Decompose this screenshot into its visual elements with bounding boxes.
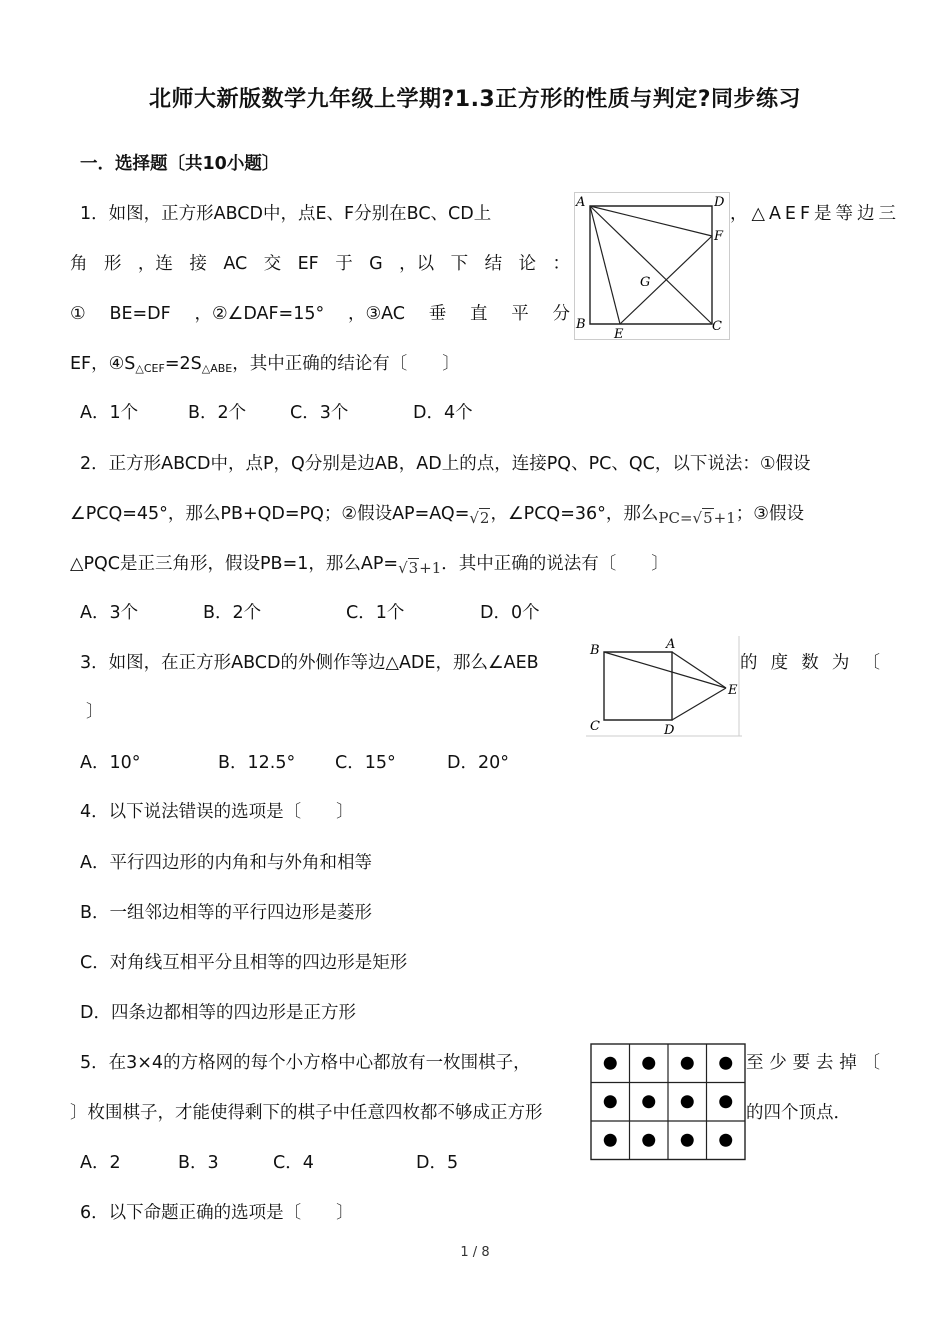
q3-figure <box>586 636 742 742</box>
q1l3-word: BE=DF <box>109 304 171 324</box>
q3-option-b: B．12.5° <box>218 753 296 773</box>
q5-grid-figure <box>590 1043 746 1165</box>
q6-line1: 6．以下命题正确的选项是〔 〕 <box>80 1203 354 1223</box>
q1-line4-c: ，其中正确的结论有〔 〕 <box>232 354 460 374</box>
q5tail-word: 掉 <box>839 1053 857 1073</box>
q1l2-word: 接 <box>189 254 207 274</box>
q1-line1: 1．如图，正方形ABCD中，点E、F分别在BC、CD上 <box>80 204 492 224</box>
q5-option-b: B．3 <box>178 1153 219 1173</box>
q3-line1-tail <box>740 651 880 675</box>
q1-line3 <box>70 302 570 326</box>
q1-label-g: G <box>640 275 651 290</box>
go-stone <box>642 1095 655 1108</box>
q1l2-word: ，以 <box>399 254 435 274</box>
q5tail-word: 去 <box>815 1053 834 1073</box>
q2-line3-a: △PQC是正三角形，假设PB=1，那么AP= <box>70 554 399 574</box>
q1l2-word: 论 <box>518 254 537 274</box>
q1l2-word: ，连 <box>137 254 173 274</box>
q5-line1-tail <box>746 1051 880 1075</box>
q1l3-word: 垂 <box>428 304 447 324</box>
q5-line2-b: 的四个顶点． <box>746 1103 851 1123</box>
q2-line3-b: ．其中正确的说法有〔 〕 <box>441 554 669 574</box>
q2-option-d: D．0个 <box>480 603 540 623</box>
q2-line1: 2．正方形ABCD中，点P，Q分别是边AB，AD上的点，连接PQ、PC、QC，以下说法：①假设 <box>80 454 811 474</box>
q5tail-word: 要 <box>792 1053 811 1073</box>
q1-label-e: E <box>614 327 624 340</box>
q3tail-word: 的 <box>740 653 758 673</box>
q1-line4 <box>70 352 460 381</box>
q1l2-word: G <box>369 254 383 274</box>
q4-choice-d: D．四条边都相等的四边形是正方形 <box>80 1003 356 1023</box>
q1l2-word: 角 <box>70 254 88 274</box>
q5tail-word: 〔 <box>862 1053 880 1073</box>
q1l2-word: ： <box>552 254 570 274</box>
q1l2-word: 交 <box>263 254 282 274</box>
section-heading: 一．选择题〔共10小题〕 <box>80 154 280 174</box>
q2-line2 <box>70 502 804 530</box>
q1-label-a: A <box>576 195 586 210</box>
q5-option-c: C．4 <box>273 1153 314 1173</box>
q3-label-c: C <box>590 719 600 734</box>
q3tail-word: 度 <box>770 653 789 673</box>
q1l3-word: 分 <box>552 304 570 324</box>
q2-option-c: C．1个 <box>346 603 405 623</box>
q3tail-word: 〔 <box>862 653 880 673</box>
page-number: 1 / 8 <box>460 1245 490 1260</box>
q2-pc-formula: PC=√5+1 <box>658 509 736 527</box>
q1-option-c: C．3个 <box>290 403 349 423</box>
q1l2-word: 结 <box>484 254 503 274</box>
q1-line2 <box>70 252 570 276</box>
q2-option-a: A．3个 <box>80 603 139 623</box>
q5-option-d: D．5 <box>416 1153 459 1173</box>
q1-label-c: C <box>712 319 722 334</box>
q2-line2-b: ，∠PCQ=36°，那么 <box>490 504 659 524</box>
go-stone <box>681 1057 694 1070</box>
go-stone <box>681 1134 694 1147</box>
q5-line2-a: 〕枚围棋子，才能使得剩下的棋子中任意四枚都不够成正方形 <box>70 1103 543 1123</box>
q4-choice-c: C．对角线互相平分且相等的四边形是矩形 <box>80 953 408 973</box>
q1l2-word: AC <box>223 254 248 274</box>
q1-line1-tail: ，△AEF是等边三 <box>730 204 901 224</box>
q1l2-word: 于 <box>335 254 353 274</box>
q2-line2-a: ∠PCQ=45°，那么PB+QD=PQ；②假设AP=AQ= <box>70 504 470 524</box>
q4-choice-b: B．一组邻边相等的平行四边形是菱形 <box>80 903 373 923</box>
q1l3-word: ，③AC <box>347 304 406 324</box>
q1-option-d: D．4个 <box>413 403 473 423</box>
q3-label-a: A <box>666 637 676 652</box>
q1-option-b: B．2个 <box>188 403 247 423</box>
q4-choice-a: A．平行四边形的内角和与外角和相等 <box>80 853 372 873</box>
q1-line4-b: =2S <box>164 354 202 374</box>
q3-option-a: A．10° <box>80 753 141 773</box>
go-stone <box>604 1095 617 1108</box>
q3-label-b: B <box>590 643 600 658</box>
go-stone <box>604 1057 617 1070</box>
q2-ap-sqrt: 3 <box>408 559 419 577</box>
q2-ap-tail: +1 <box>419 559 442 577</box>
q2-pc-sqrt: 5 <box>703 509 713 527</box>
q1l3-word: ① <box>70 304 86 324</box>
q1-sub1: △CEF <box>135 362 165 375</box>
page-title: 北师大新版数学九年级上学期?1.3正方形的性质与判定?同步练习 <box>149 87 801 112</box>
q2-pc-tail: +1 <box>713 509 736 527</box>
q3-line2: 〕 <box>86 702 104 722</box>
q3-label-e: E <box>728 683 738 698</box>
q3-line1: 3．如图，在正方形ABCD的外侧作等边△ADE，那么∠AEB <box>80 653 539 673</box>
q2-pc-label: PC= <box>658 509 693 527</box>
q5-option-a: A．2 <box>80 1153 121 1173</box>
q2-option-b: B．2个 <box>203 603 262 623</box>
q2-ap-formula: √3+1 <box>398 559 442 577</box>
q1l3-word: 平 <box>511 304 529 324</box>
go-stone <box>681 1095 694 1108</box>
q1-figure <box>574 192 730 344</box>
q2-sqrt2: √2 <box>469 509 490 527</box>
q4-line1: 4．以下说法错误的选项是〔 〕 <box>80 802 354 822</box>
q1-line4-a: EF，④S <box>70 354 136 374</box>
q1-label-d: D <box>714 195 725 210</box>
q1-sub2: △ABE <box>201 362 233 375</box>
q5tail-word: 至 <box>746 1053 764 1073</box>
go-stone <box>642 1057 655 1070</box>
q2-line2-c: ；③假设 <box>735 504 804 524</box>
q1l2-word: 下 <box>450 254 469 274</box>
q3tail-word: 为 <box>831 653 850 673</box>
q3tail-word: 数 <box>801 653 819 673</box>
q1l3-word: 直 <box>470 304 488 324</box>
q1l3-word: ，②∠DAF=15° <box>194 304 325 324</box>
go-stone <box>604 1134 617 1147</box>
go-stone <box>719 1134 732 1147</box>
q1-option-a: A．1个 <box>80 403 139 423</box>
q2-line3 <box>70 552 669 580</box>
go-stone <box>719 1057 732 1070</box>
q3-label-d: D <box>664 723 675 738</box>
q3-option-c: C．15° <box>335 753 396 773</box>
go-stone <box>719 1095 732 1108</box>
q2-sqrt2-value: 2 <box>479 509 490 527</box>
q5-line1: 5．在3×4的方格网的每个小方格中心都放有一枚围棋子， <box>80 1053 531 1073</box>
q1-label-f: F <box>714 229 724 244</box>
q3-option-d: D．20° <box>447 753 509 773</box>
q5tail-word: 少 <box>769 1053 787 1073</box>
go-stone <box>642 1134 655 1147</box>
q1l2-word: EF <box>297 254 319 274</box>
q1-label-b: B <box>576 317 586 332</box>
q1l2-word: 形 <box>103 254 122 274</box>
